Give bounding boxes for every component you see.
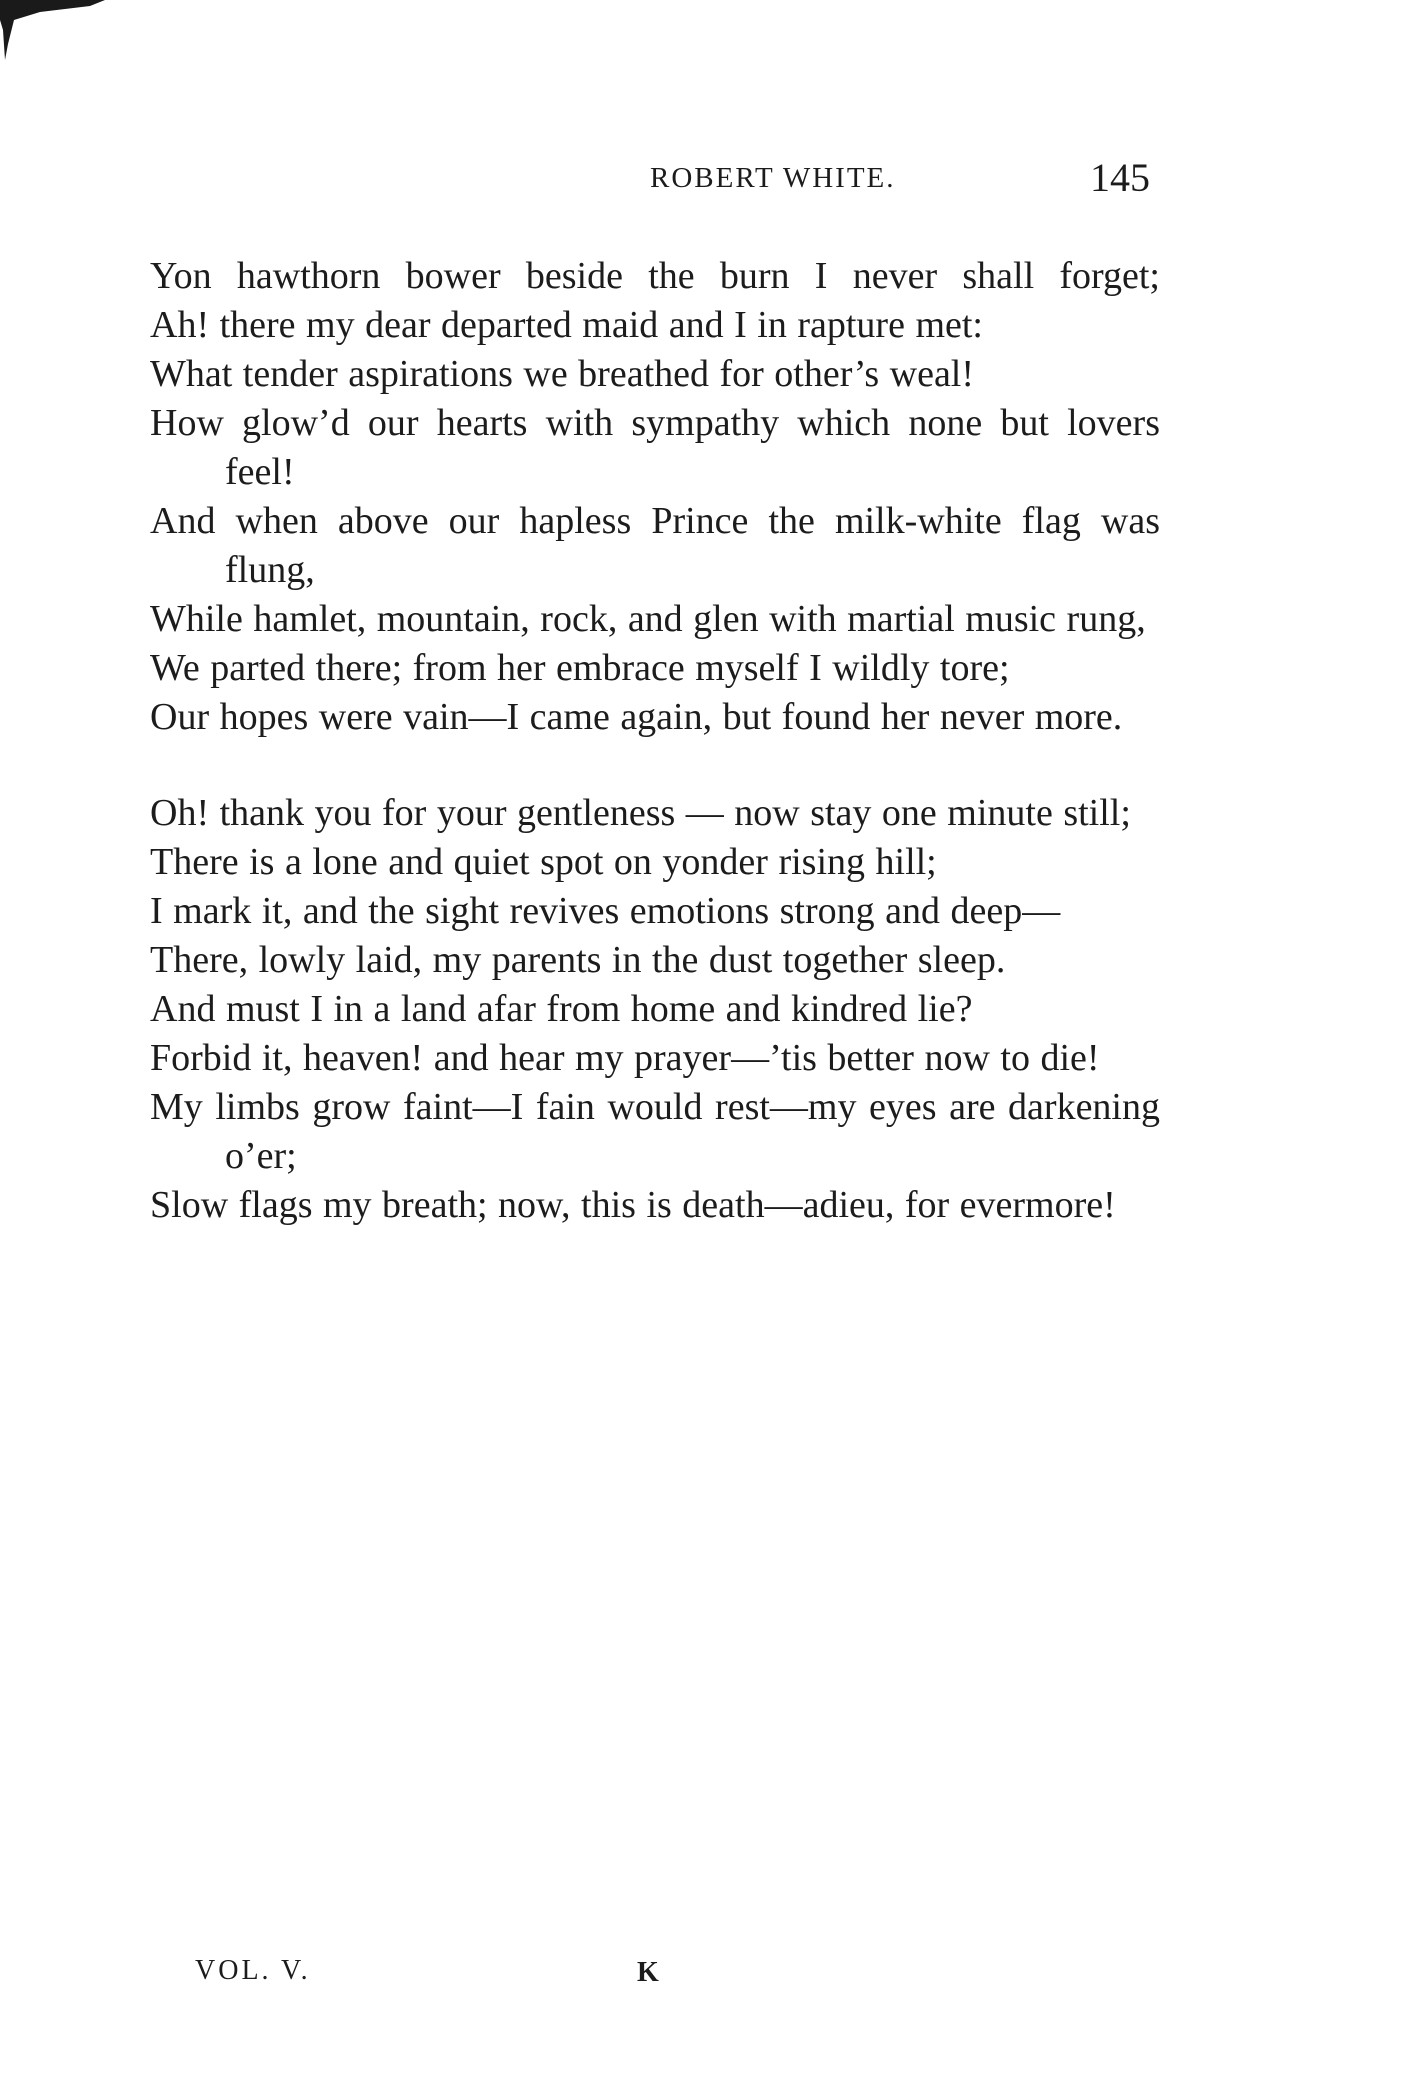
poem-body xyxy=(150,252,1160,1230)
volume-label: VOL. V. xyxy=(195,1955,311,1986)
scan-ink-mark xyxy=(0,0,110,60)
verse-line: I mark it, and the sight revives emotions strong and deep— xyxy=(150,890,1061,932)
running-title: ROBERT WHITE. xyxy=(650,162,896,194)
page-footer xyxy=(195,1955,895,2005)
verse-line: Yon hawthorn bower beside the burn I never shall forget; xyxy=(150,255,1160,297)
verse-line: And when above our hapless Prince the milk-white flag was flung, xyxy=(150,500,1160,591)
verse-line: There is a lone and quiet spot on yonder rising hill; xyxy=(150,841,937,883)
verse-line: We parted there; from her embrace myself I wildly tore; xyxy=(150,647,1010,689)
verse-line: Our hopes were vain—I came again, but found her never more. xyxy=(150,696,1123,738)
running-head xyxy=(150,154,1150,204)
stanza-1 xyxy=(150,252,1160,742)
verse-line: There, lowly laid, my parents in the dust together sleep. xyxy=(150,939,1006,981)
verse-line: My limbs grow faint—I fain would rest—my eyes are darkening o’er; xyxy=(150,1086,1160,1177)
page-number: 145 xyxy=(1090,155,1150,200)
verse-line: Forbid it, heaven! and hear my prayer—’tis better now to die! xyxy=(150,1037,1100,1079)
verse-line: Oh! thank you for your gentleness — now stay one minute still; xyxy=(150,792,1131,834)
verse-line: How glow’d our hearts with sympathy which none but lovers feel! xyxy=(150,402,1160,493)
verse-line: What tender aspirations we breathed for other’s weal! xyxy=(150,353,975,395)
stanza-2 xyxy=(150,789,1160,1230)
verse-line: And must I in a land afar from home and kindred lie? xyxy=(150,988,973,1030)
verse-line: Slow flags my breath; now, this is death—adieu, for evermore! xyxy=(150,1184,1116,1226)
verse-line: While hamlet, mountain, rock, and glen with martial music rung, xyxy=(150,598,1146,640)
verse-line: Ah! there my dear departed maid and I in rapture met: xyxy=(150,304,983,346)
signature-mark: K xyxy=(637,1957,659,1988)
